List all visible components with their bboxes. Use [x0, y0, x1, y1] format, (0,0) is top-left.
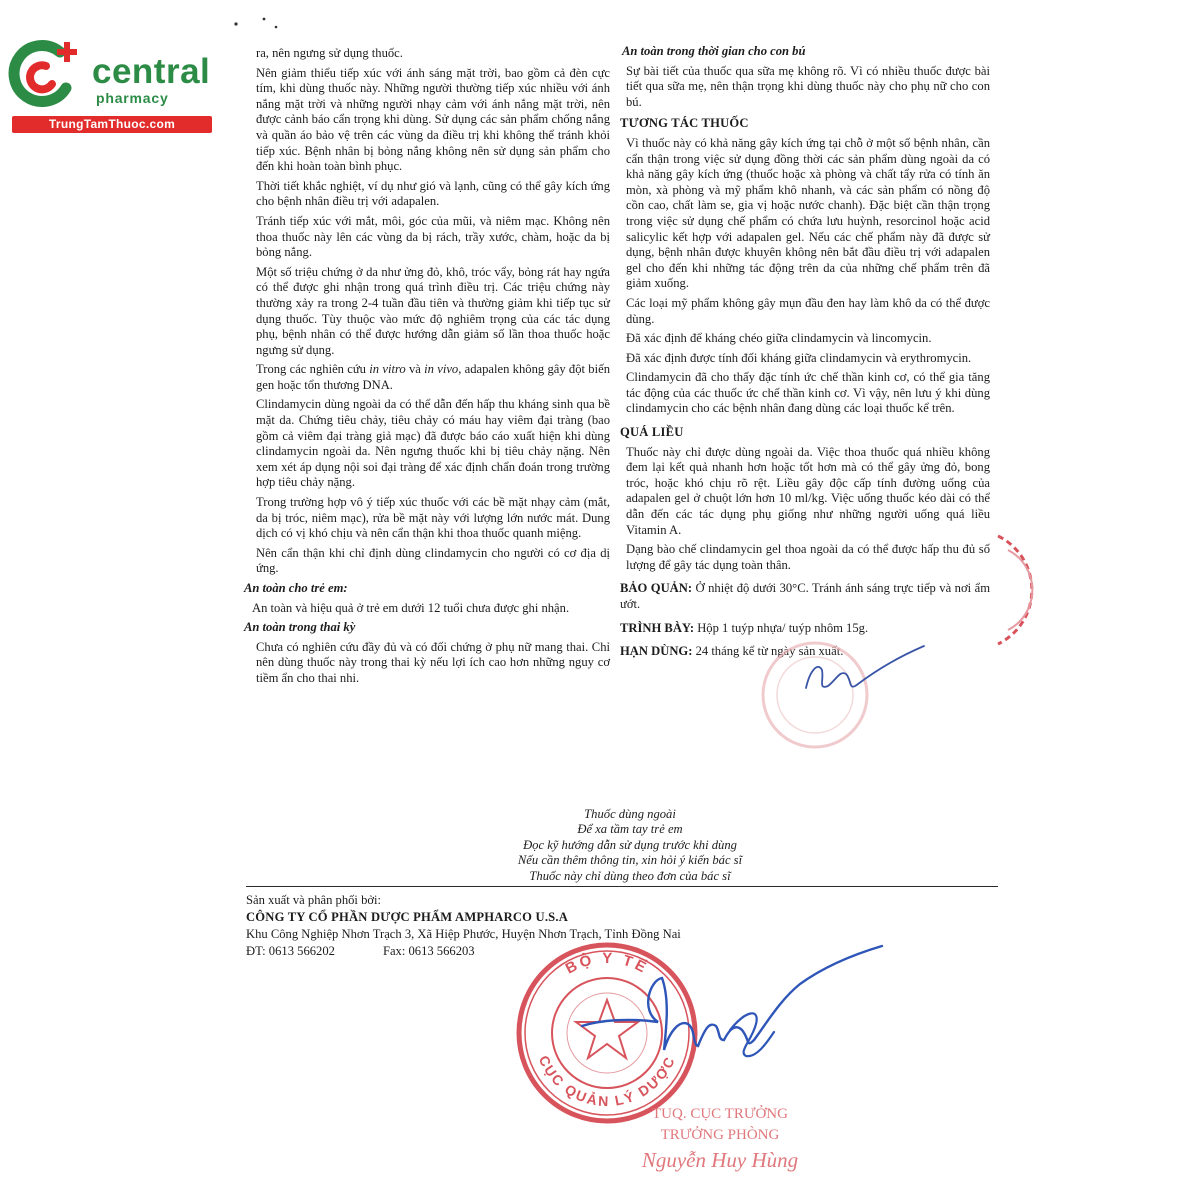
studies-paragraph [256, 362, 610, 393]
accidental-contact-paragraph: Trong trường hợp vô ý tiếp xúc thuốc với các bề mặt nhạy cảm (mắt, da bị tróc, niêm mạc), rửa bề mặt này với lượng lớn nước mát. Dung dịch có vị khó chịu và nên cẩn thận khi thoa thuốc quanh miệng. [256, 495, 610, 541]
signatory-block [600, 1104, 840, 1174]
clindamycin-paragraph: Clindamycin dùng ngoài da có thể dẫn đến hấp thu kháng sinh qua bề mặt da. Chứng tiêu chảy, tiêu chảy có máu hay viêm đại tràng (bao gồm cả viêm đại tràng giả mạc) đã được báo cáo xuất hiện khi dùng clindamycin ngoài da. Nên ngưng thuốc khi bị tiêu chảy nặng. Nên xem xét áp dụng nội soi đại tràng để xác định chẩn đoán trong trường hợp tiêu chảy nặng. [256, 397, 610, 490]
storage-text: Ở nhiệt độ dưới 30°C. Tránh ánh sáng trực tiếp và nơi ẩm ướt. [620, 581, 990, 611]
expiry-text: 24 tháng kể từ ngày sản xuất. [692, 644, 844, 659]
logo-website: TrungTamThuoc.com [12, 116, 212, 133]
studies-text-and: và [405, 362, 425, 377]
pregnancy-safety-heading: An toàn trong thai kỳ [244, 620, 356, 635]
pregnancy-safety-text: Chưa có nghiên cứu đầy đủ và có đối chứng ở phụ nữ mang thai. Chỉ nên dùng thuốc này trong thai kỳ nếu lợi ích cao hơn những nguy cơ tiềm ẩn cho thai nhi. [256, 639, 610, 685]
left-column [244, 46, 610, 691]
pharmacy-logo [8, 38, 216, 138]
initial-signature-icon [800, 640, 930, 700]
footer-divider [246, 886, 998, 887]
interactions-heading: TƯƠNG TÁC THUỐC [620, 116, 749, 131]
storage-label: BẢO QUẢN: [620, 581, 693, 596]
cosmetics-paragraph: Các loại mỹ phẩm không gây mụn đầu đen hay làm khô da có thể được dùng. [626, 295, 990, 326]
neuromuscular-paragraph: Clindamycin đã cho thấy đặc tính ức chế thần kinh cơ, có thể gia tăng tác động của các thuốc ức chế thần kinh cơ. Vì vậy, nên lưu ý khi dùng clindamycin cho các bệnh nhân đang dùng các loại thuốc kể trên. [626, 370, 990, 416]
packaging-label: TRÌNH BÀY: [620, 620, 695, 635]
cross-resistance-paragraph: Đã xác định để kháng chéo giữa clindamycin và lincomycin. [626, 331, 932, 346]
right-column [620, 44, 990, 664]
fax-number: Fax: 0613 566203 [382, 944, 475, 958]
logo-subtitle: pharmacy [96, 90, 169, 106]
packaging-text: Hộp 1 tuýp nhựa/ tuýp nhôm 15g. [694, 620, 869, 635]
logo-brand: central [92, 52, 211, 91]
antagonism-paragraph: Đã xác định được tính đối kháng giữa clindamycin và erythromycin. [626, 350, 972, 365]
expiry-label: HẠN DÙNG: [620, 644, 693, 659]
signatory-name: Nguyễn Huy Hùng [641, 1148, 799, 1172]
systemic-absorption-paragraph: Dạng bào chế clindamycin gel thoa ngoài da có thể được hấp thu đủ số lượng để gây tác dụng toàn thân. [626, 542, 990, 572]
overdose-heading: QUÁ LIỀU [620, 425, 684, 440]
studies-text-end: , adapalen không gây đột biến gen hoặc tổn thương DNA. [256, 362, 610, 392]
storage-info [620, 581, 990, 612]
symptoms-paragraph: Một số triệu chứng ở da như ửng đỏ, khô, tróc vẩy, bỏng rát hay ngứa có thể được ghi nhận trong quá trình điều trị. Các triệu chứng này thường xảy ra trong 2-4 tuần đầu tiên và thường giảm khi tiếp tục sử dụng thuốc. Tùy thuộc vào mức độ nghiêm trọng của các tác dụng phụ, bệnh nhân có thể được hướng dẫn giảm số lần thoa thuốc hoặc ngưng sử dụng. [256, 264, 610, 357]
note-read-instructions: Đọc kỹ hướng dẫn sử dụng trước khi dùng [523, 837, 737, 852]
note-keep-away-children: Để xa tầm tay trẻ em [577, 822, 683, 837]
stamp-top-text: BỘ Y TẾ [562, 949, 652, 978]
signatory-line-1: TUQ. CỤC TRƯỞNG [652, 1106, 788, 1122]
signature-icon [570, 940, 890, 1070]
edge-stamp-icon [994, 530, 1034, 650]
children-safety-text: An toàn và hiệu quả ở trẻ em dưới 12 tuổi chưa được ghi nhận. [252, 600, 570, 615]
in-vitro-term: in vitro [369, 362, 406, 377]
sun-warning-paragraph: Nên giảm thiểu tiếp xúc với ánh sáng mặt trời, bao gồm cả đèn cực tím, khi dùng thuốc này. Những người thường tiếp xúc nhiều với ánh nắng mặt trời và những người nhạy cảm với ánh nắng mặt trời, nên được cảnh báo cẩn trọng khi dùng. Sử dụng các sản phẩm chống nắng và quần áo bảo vệ trên các vùng da điều trị khi không thể tránh khỏi tiếp xúc. Bệnh nhân bị bỏng nắng không nên sử dụng sản phẩm cho đến khi hoàn toàn bình phục. [256, 65, 610, 174]
lactation-heading: An toàn trong thời gian cho con bú [622, 44, 806, 58]
stamp-bottom-text: CỤC QUẢN LÝ DƯỢC [535, 1052, 679, 1110]
company-address: Khu Công Nghiệp Nhơn Trạch 3, Xã Hiệp Phước, Huyện Nhơn Trạch, Tỉnh Đồng Nai [246, 927, 681, 941]
overdose-paragraph: Thuốc này chỉ được dùng ngoài da. Việc thoa thuốc quá nhiều không đem lại kết quả nhanh hơn hoặc tốt hơn mà có thể gây ửng đỏ, bong tróc, hoặc khó chịu rõ rệt. Liều gây độc cấp tính đường uống của adapalen gel ở chuột lớn hơn 10 ml/kg. Việc uống thuốc kéo dài có thể dẫn đến các tác dụng phụ giống như những người uống quá liều Vitamin A. [626, 444, 990, 537]
logo-mark-icon [8, 38, 92, 118]
allergy-paragraph: Nên cẩn thận khi chỉ định dùng clindamycin cho người có cơ địa dị ứng. [256, 545, 610, 576]
lactation-text: Sự bài tiết của thuốc qua sữa mẹ không rõ. Vì có nhiều thuốc được bài tiết qua sữa mẹ, nên thận trọng khi dùng thuốc này cho phụ nữ cho con bú. [626, 63, 990, 109]
studies-text: Trong các nghiên cứu [256, 362, 370, 377]
note-external-use: Thuốc dùng ngoài [584, 807, 676, 821]
note-prescription-only: Thuốc này chỉ dùng theo đơn của bác sĩ [529, 868, 731, 883]
children-safety-heading: An toàn cho trẻ em: [244, 581, 348, 595]
note-ask-doctor: Nếu cần thêm thông tin, xin hỏi ý kiến bác sĩ [517, 853, 743, 868]
in-vivo-term: in vivo [424, 362, 459, 377]
interactions-paragraph: Vì thuốc này có khả năng gây kích ứng tại chỗ ở một số bệnh nhân, cần cẩn thận trong việc sử dụng đồng thời các sản phẩm dùng ngoài da có khả năng gây kích ứng (thuốc hoặc xà phòng và chất tẩy rửa có tính ăn mòn, xà phòng và mỹ phẩm khô nhanh, và các sản phẩm có nồng độ cồn cao, chất làm se, gia vị hoặc nước chanh). Đặc biệt cần thận trọng trong việc sử dụng chế phẩm có chứa lưu huỳnh, resorcinol hoặc acid salicylic kết hợp với adapalen gel. Nếu các chế phẩm này đã được sử dụng, bệnh nhân được khuyên không nên bắt đầu điều trị với adapalen gel cho đến khi những tác động trên da của những chế phẩm trên đã giảm xuống. [626, 135, 990, 291]
contact-avoid-paragraph: Tránh tiếp xúc với mắt, môi, góc của mũi, và niêm mạc. Không nên thoa thuốc này lên các vùng da bị rách, trầy xước, chàm, hoặc da bị bỏng nắng. [256, 213, 610, 260]
weather-paragraph: Thời tiết khắc nghiệt, ví dụ như gió và lạnh, cũng có thể gây kích ứng cho bệnh nhân điều trị với adapalen. [256, 178, 610, 209]
company-name: CÔNG TY CỔ PHẦN DƯỢC PHẨM AMPHARCO U.S.A [246, 910, 569, 924]
made-by-label: Sản xuất và phân phối bởi: [246, 893, 382, 907]
warning-notes [400, 807, 860, 884]
left-paragraph: ra, nên ngưng sử dụng thuốc. [256, 46, 403, 60]
phone-number: ĐT: 0613 566202 [246, 944, 335, 958]
signatory-line-2: TRƯỞNG PHÒNG [660, 1127, 780, 1143]
scan-specks [226, 14, 286, 34]
